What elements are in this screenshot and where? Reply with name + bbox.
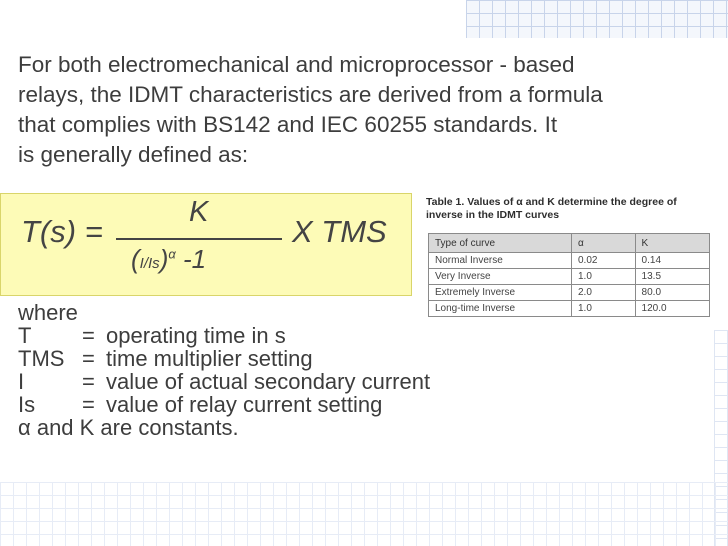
intro-line: is generally defined as: — [18, 142, 249, 167]
table-row — [429, 285, 710, 301]
table-row — [429, 253, 710, 269]
definition-text: time multiplier setting — [106, 346, 313, 371]
table-cell: Very Inverse — [429, 269, 572, 285]
table-cell: 1.0 — [572, 301, 636, 317]
formula-den-close: ) — [159, 244, 169, 274]
table-cell: Extremely Inverse — [429, 285, 572, 301]
intro-line: relays, the IDMT characteristics are derived from a formula — [18, 82, 603, 107]
definition-equals: = — [82, 346, 95, 371]
table-header-cell: α — [572, 234, 636, 253]
definition-text: value of relay current setting — [106, 392, 383, 417]
intro-line: For both electromechanical and microprocessor - based — [18, 52, 575, 77]
definition-equals: = — [82, 392, 95, 417]
formula-den-tail: -1 — [175, 244, 207, 274]
where-label: where — [18, 300, 78, 325]
table-header-cell: Type of curve — [429, 234, 572, 253]
definition-symbol: I — [18, 369, 25, 394]
definitions-block — [18, 301, 488, 439]
table-cell: 0.14 — [635, 253, 709, 269]
table-caption: Table 1. Values of α and K determine the degree of inverse in the IDMT curves — [426, 196, 677, 221]
formula-den-frac: I/Is — [139, 255, 160, 272]
definition-row — [18, 324, 488, 347]
constants-note: α and K are constants. — [18, 415, 239, 440]
definition-text: operating time in s — [106, 323, 286, 348]
table-header-cell: K — [635, 234, 709, 253]
definition-row — [18, 370, 488, 393]
definition-row — [18, 393, 488, 416]
formula-den-open: ( — [131, 244, 140, 274]
intro-paragraph — [18, 50, 708, 170]
definition-row — [18, 347, 488, 370]
grid-decoration-bottom — [0, 482, 728, 546]
formula-lhs: T(s) = — [21, 214, 103, 249]
definition-equals: = — [82, 369, 95, 394]
definition-symbol: T — [18, 323, 32, 348]
definition-symbol: TMS — [18, 346, 65, 371]
formula-rhs: X TMS — [292, 214, 387, 249]
table-cell: 13.5 — [635, 269, 709, 285]
formula-box — [0, 193, 412, 296]
formula-denominator — [131, 244, 206, 275]
formula-fraction-bar — [116, 238, 282, 240]
grid-decoration-top-right — [466, 0, 728, 38]
table-cell: Normal Inverse — [429, 253, 572, 269]
formula-numerator: K — [189, 196, 209, 228]
table-cell: 2.0 — [572, 285, 636, 301]
table-cell: 0.02 — [572, 253, 636, 269]
definition-symbol: Is — [18, 392, 36, 417]
table-row — [429, 269, 710, 285]
table-cell: Long-time Inverse — [429, 301, 572, 317]
table-header-row — [429, 234, 710, 253]
definition-equals: = — [82, 323, 95, 348]
definition-text: value of actual secondary current — [106, 369, 431, 394]
intro-line: that complies with BS142 and IEC 60255 standards. It — [18, 112, 558, 137]
table-cell: 1.0 — [572, 269, 636, 285]
table-cell: 120.0 — [635, 301, 709, 317]
formula-exponent: α — [168, 246, 176, 262]
table-cell: 80.0 — [635, 285, 709, 301]
